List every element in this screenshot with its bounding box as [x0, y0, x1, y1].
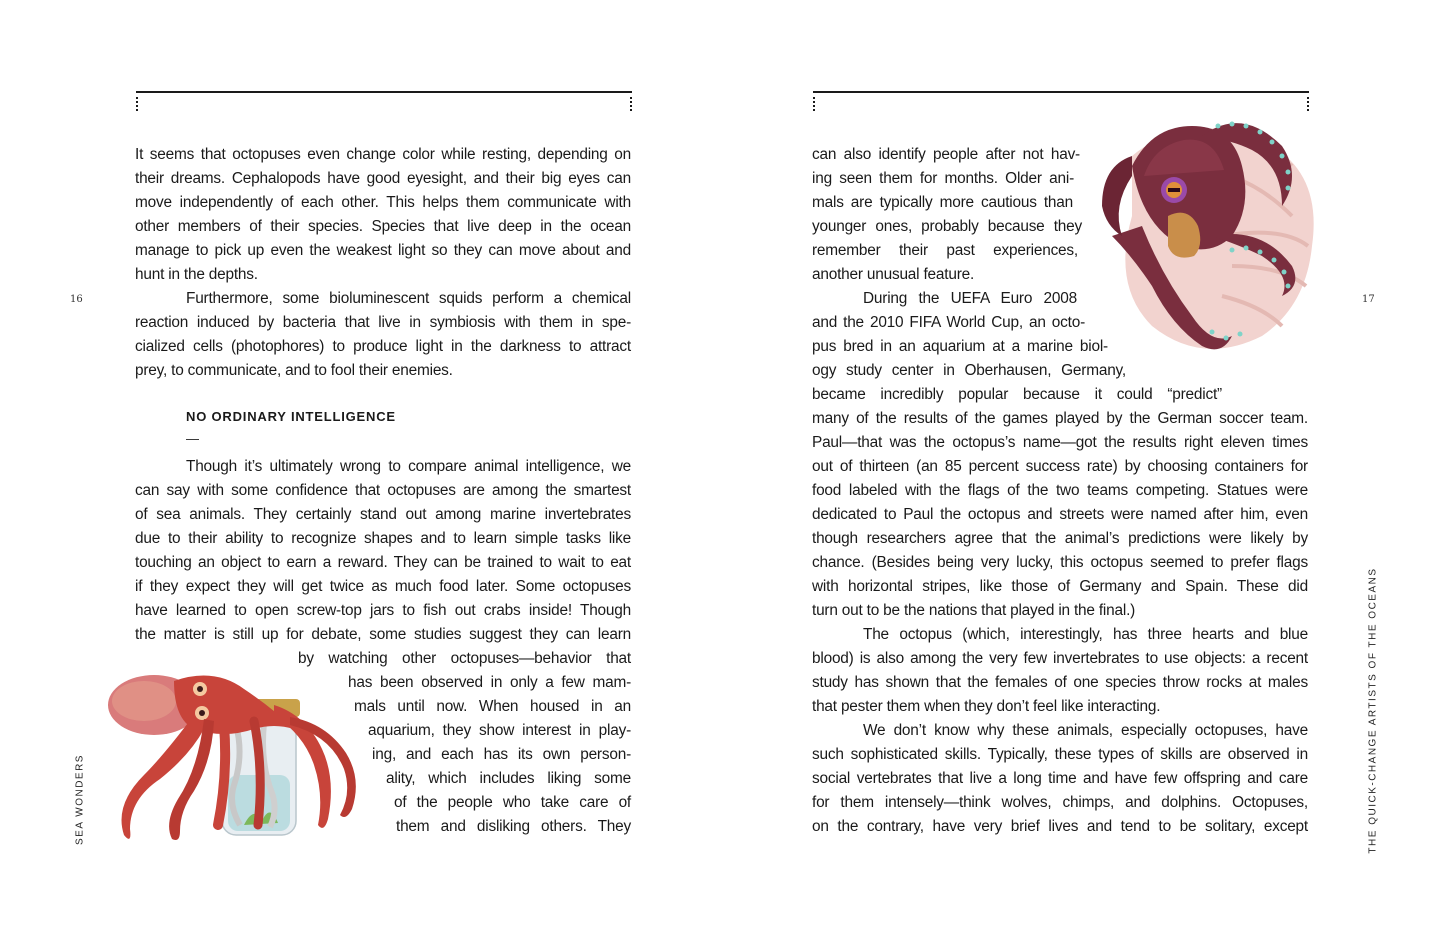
- text-line: can also identify people after not hav-: [812, 146, 1080, 163]
- text-line: manage to pick up even the weakest light so they can move about and: [135, 242, 631, 259]
- text-line: out of thirteen (an 85 percent success rate) by choosing containers for: [812, 458, 1308, 475]
- right-top-rule: [813, 91, 1309, 93]
- text-line: The octopus (which, interestingly, has three hearts and blue: [863, 626, 1308, 643]
- text-line: move independently of each other. This helps them communicate with: [135, 194, 631, 211]
- text-line: due to their ability to recognize shapes and to learn simple tasks like: [135, 530, 631, 547]
- text-line: though researchers agree that the animal’s predictions were likely by: [812, 530, 1308, 547]
- text-line: became incredibly popular because it could “predict”: [812, 386, 1222, 403]
- text-line: turn out to be the nations that played in the final.): [812, 602, 1136, 619]
- text-line: ality, which includes liking some: [386, 770, 631, 787]
- text-line: on the contrary, have very brief lives and tend to be solitary, except: [812, 818, 1308, 835]
- text-line: Paul—that was the octopus’s name—got the results right eleven times: [812, 434, 1308, 451]
- text-line: ing seen them for months. Older ani-: [812, 170, 1074, 187]
- left-top-rule: [136, 91, 632, 93]
- text-line: that pester them when they don’t feel like interacting.: [812, 698, 1161, 715]
- text-line: food labeled with the flags of the two teams competing. Statues were: [812, 482, 1308, 499]
- text-line: by watching other octopuses—behavior that: [298, 650, 631, 667]
- text-line: other members of their species. Species that live deep in the ocean: [135, 218, 631, 235]
- text-line: if they expect they will get twice as much food later. Some octopuses: [135, 578, 631, 595]
- text-line: ogy study center in Oberhausen, Germany,: [812, 362, 1126, 379]
- text-line: has been observed in only a few mam-: [348, 674, 631, 691]
- text-line: aquarium, they show interest in play-: [368, 722, 631, 739]
- text-line: pus bred in an aquarium at a marine biol-: [812, 338, 1108, 355]
- text-line: another unusual feature.: [812, 266, 975, 283]
- text-line: their dreams. Cephalopods have good eyesight, and their big eyes can: [135, 170, 631, 187]
- page-number-right: 17: [1362, 294, 1375, 305]
- page-number-left: 16: [70, 294, 83, 305]
- text-line: the matter is still up for debate, some studies suggest they can learn: [135, 626, 631, 643]
- text-line: prey, to communicate, and to fool their enemies.: [135, 362, 453, 379]
- text-line: can say with some confidence that octopuses are among the smartest: [135, 482, 631, 499]
- octopus-shell-illustration: [1092, 116, 1318, 366]
- text-line: younger ones, probably because they: [812, 218, 1082, 235]
- text-line: social vertebrates that live a long time and have few offspring and care: [812, 770, 1308, 787]
- text-line: chance. (Besides being very lucky, this octopus seemed to prefer flags: [812, 554, 1308, 571]
- left-tick-right: [630, 97, 632, 111]
- text-line: Though it’s ultimately wrong to compare animal intelligence, we: [186, 458, 631, 475]
- text-line: for them intensely—think wolves, chimps, and dolphins. Octopuses,: [812, 794, 1308, 811]
- text-line: of the people who take care of: [394, 794, 631, 811]
- text-line: hunt in the depths.: [135, 266, 258, 283]
- running-title-left: SEA WONDERS: [74, 754, 86, 845]
- text-line: remember their past experiences,: [812, 242, 1078, 259]
- text-line: such sophisticated skills. Typically, these types of skills are observed in: [812, 746, 1308, 763]
- text-line: During the UEFA Euro 2008: [863, 290, 1077, 307]
- text-line: have learned to open screw-top jars to fish out crabs inside! Though: [135, 602, 631, 619]
- section-heading: NO ORDINARY INTELLIGENCE: [186, 409, 396, 424]
- text-line: of sea animals. They certainly stand out among marine invertebrates: [135, 506, 631, 523]
- text-line: mals until now. When housed in an: [354, 698, 631, 715]
- right-tick-left: [813, 97, 815, 111]
- text-line: reaction induced by bacteria that live in symbiosis with them in spe-: [135, 314, 631, 331]
- text-line: dedicated to Paul the octopus and streets were named after him, even: [812, 506, 1308, 523]
- text-line: and the 2010 FIFA World Cup, an octo-: [812, 314, 1085, 331]
- section-heading-dash: —: [186, 431, 200, 446]
- text-line: many of the results of the games played by the German soccer team.: [812, 410, 1308, 427]
- right-tick-right: [1307, 97, 1309, 111]
- text-line: with horizontal stripes, like those of Germany and Spain. These did: [812, 578, 1308, 595]
- text-line: blood) is also among the very few invertebrates to use objects: a recent: [812, 650, 1308, 667]
- text-line: them and disliking others. They: [396, 818, 631, 835]
- text-line: ing, and each has its own person-: [372, 746, 631, 763]
- text-line: mals are typically more cautious than: [812, 194, 1073, 211]
- text-line: Furthermore, some bioluminescent squids perform a chemical: [186, 290, 631, 307]
- text-line: study has shown that the females of one species throw rocks at males: [812, 674, 1308, 691]
- left-tick-left: [136, 97, 138, 111]
- text-line: touching an object to earn a reward. They can be trained to wait to eat: [135, 554, 631, 571]
- text-line: It seems that octopuses even change color while resting, depending on: [135, 146, 631, 163]
- text-line: We don’t know why these animals, especially octopuses, have: [863, 722, 1308, 739]
- running-title-right: THE QUICK-CHANGE ARTISTS OF THE OCEANS: [1367, 567, 1379, 854]
- text-line: cialized cells (photophores) to produce light in the darkness to attract: [135, 338, 631, 355]
- octopus-jar-illustration: [104, 665, 360, 843]
